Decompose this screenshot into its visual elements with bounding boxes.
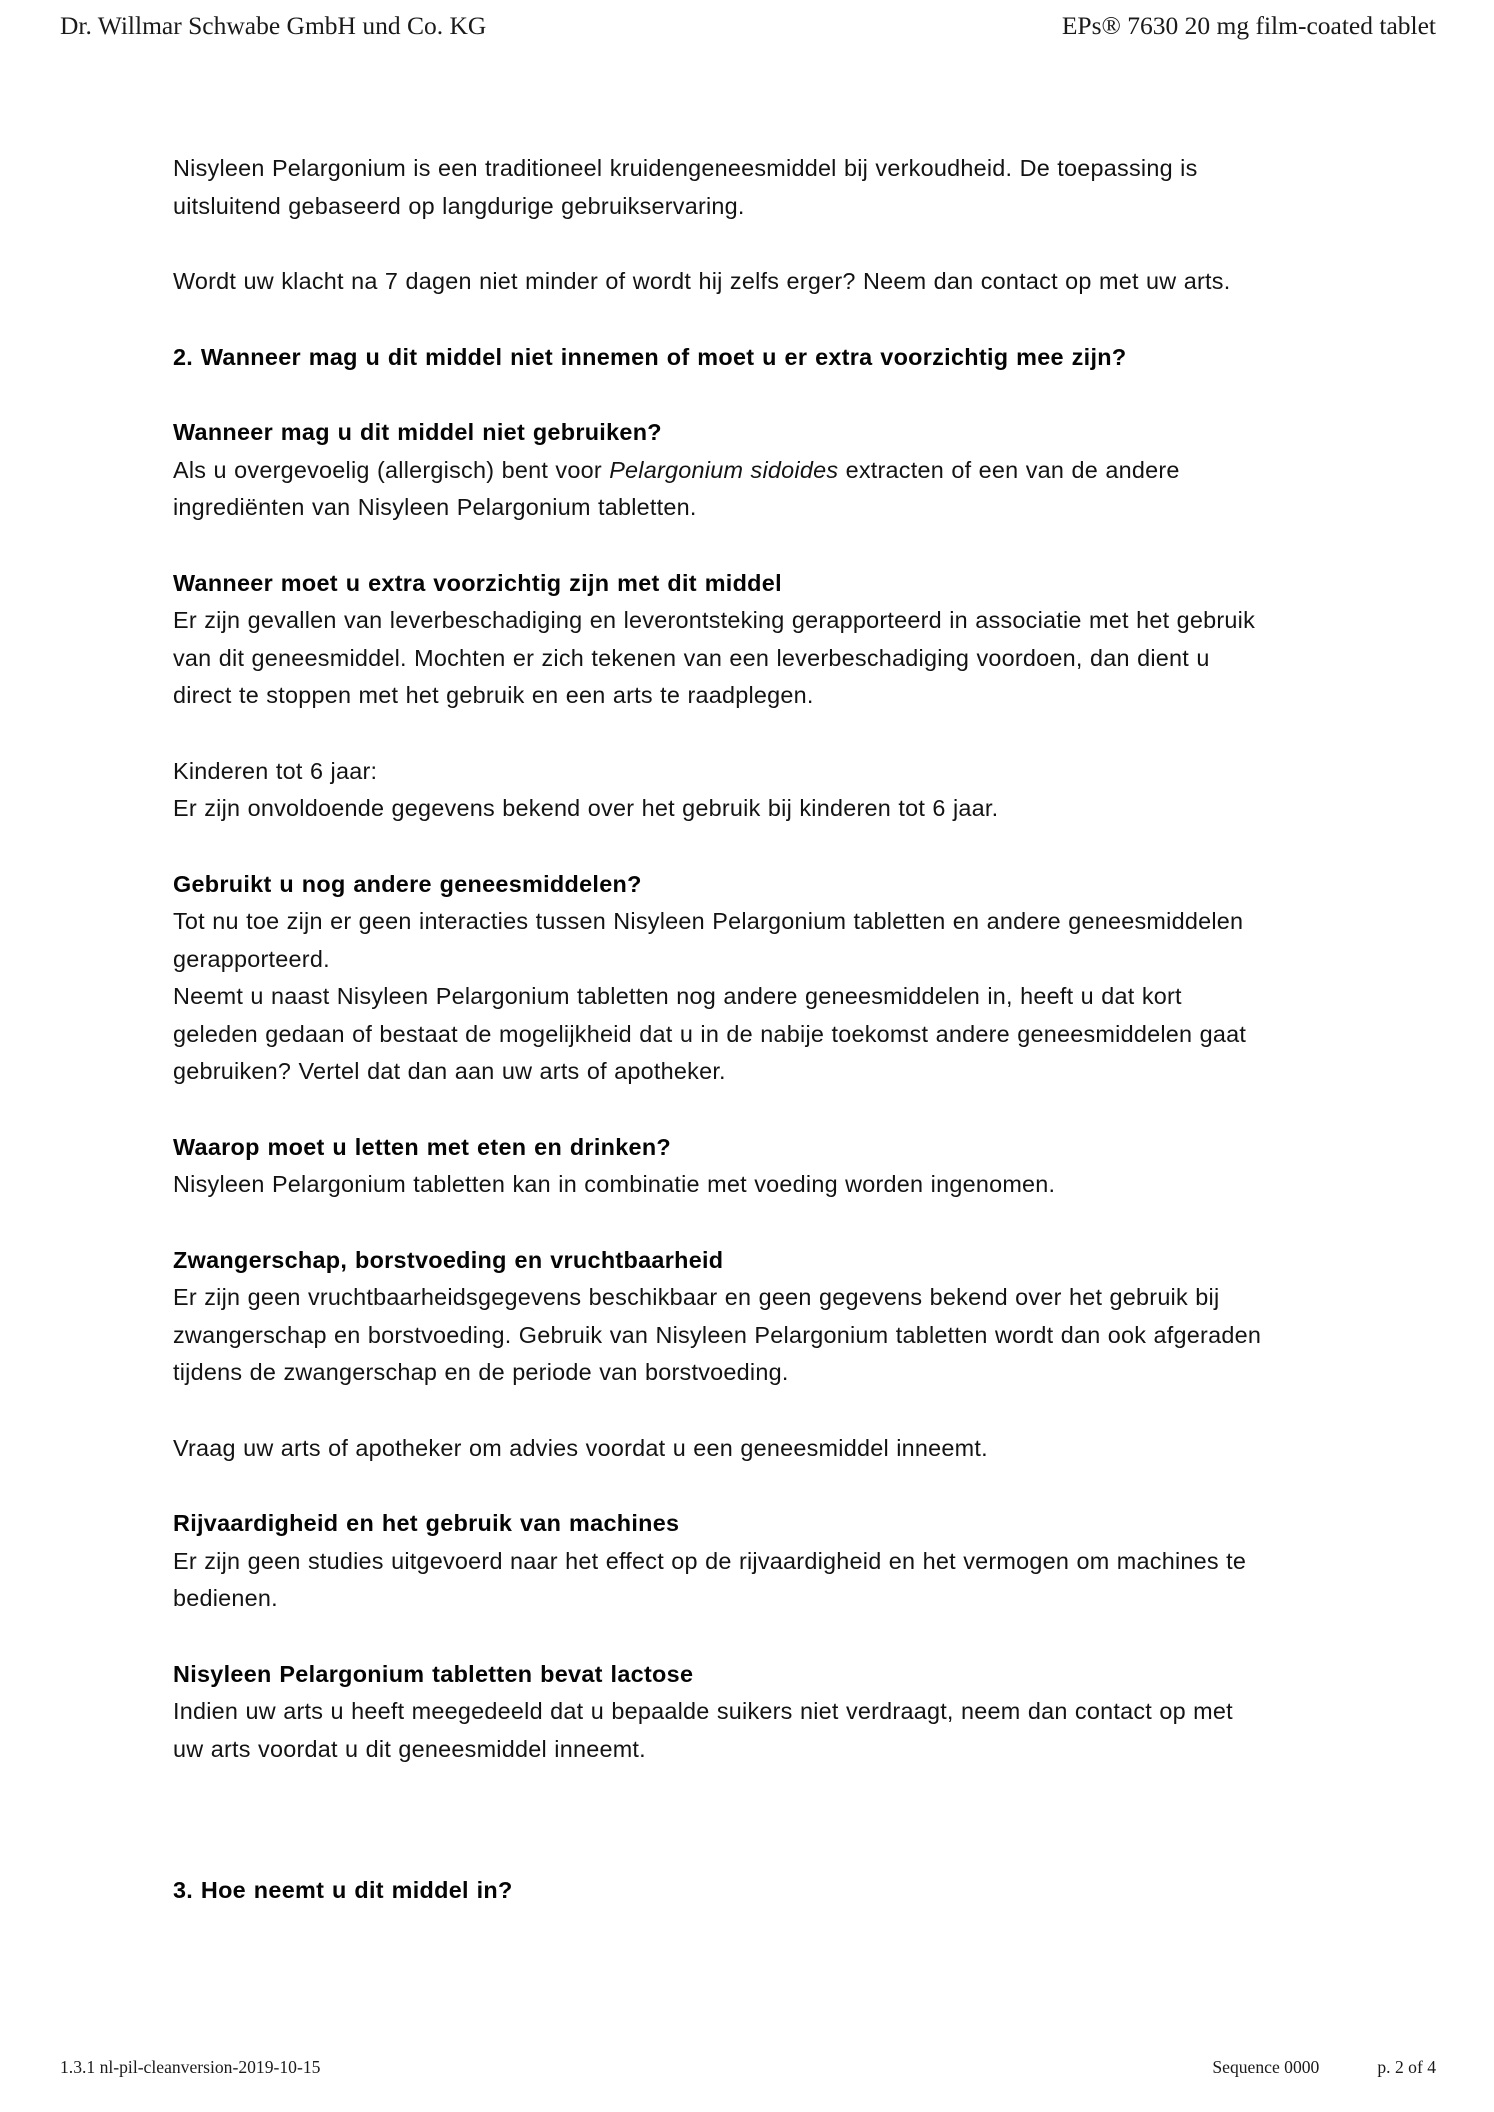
spacer <box>173 1392 1265 1430</box>
spacer <box>173 301 1265 339</box>
header-company-name: Dr. Willmar Schwabe GmbH und Co. KG <box>60 10 487 40</box>
header-product-name: EPs® 7630 20 mg film-coated tablet <box>1061 10 1436 40</box>
spacer <box>173 1091 1265 1129</box>
spacer <box>173 1204 1265 1242</box>
not-use-text-before: Als u overgevoelig (allergisch) bent voor <box>173 456 610 483</box>
section-3-heading: 3. Hoe neemt u dit middel in? <box>173 1877 513 1903</box>
spacer <box>173 828 1265 866</box>
section-2-heading: 2. Wanneer mag u dit middel niet innemen of moet u er extra voorzichtig mee zijn? <box>173 343 1127 370</box>
footer-page-number: p. 2 of 4 <box>1377 2056 1436 2077</box>
subheading-driving-machines: Rijvaardigheid en het gebruik van machines <box>173 1510 680 1536</box>
paragraph-food-and-drink: Nisyleen Pelargonium tabletten kan in combinatie met voeding worden ingenomen. <box>173 1171 1056 1197</box>
paragraph-ask-doctor-advice: Vraag uw arts of apotheker om advies voordat u een geneesmiddel inneemt. <box>173 1434 988 1461</box>
spacer <box>173 1768 1265 1872</box>
intro-paragraph: Nisyleen Pelargonium is een traditioneel kruidengeneesmiddel bij verkoudheid. De toepassing is uitsluitend gebaseerd op langdurige gebruikservaring. <box>173 155 1198 219</box>
paragraph-lactose: Indien uw arts u heeft meegedeeld dat u bepaalde suikers niet verdraagt, neem dan contact op met uw arts voordat u dit geneesmiddel inneemt. <box>173 1698 1233 1762</box>
paragraph-other-medicines-2: Neemt u naast Nisyleen Pelargonium tabletten nog andere geneesmiddelen in, heeft u dat kort geleden gedaan of bestaat de mogelijkheid dat u in de nabije toekomst andere geneesmiddelen gaat gebruiken? Vertel dat dan aan uw arts of apotheker. <box>173 983 1247 1084</box>
paragraph-children-under-6: Er zijn onvoldoende gegevens bekend over het gebruik bij kinderen tot 6 jaar. <box>173 795 999 821</box>
label-children-under-6: Kinderen tot 6 jaar: <box>173 757 378 784</box>
paragraph-extra-caution: Er zijn gevallen van leverbeschadiging en leverontsteking gerapporteerd in associatie met het gebruik van dit geneesmiddel. Mochten er zich tekenen van een leverbeschadiging voordoen, dan dient u direct te stoppen met het gebruik en een arts te raadplegen. <box>173 607 1256 708</box>
species-name-italic: Pelargonium sidoides <box>609 456 839 483</box>
footer-document-id: 1.3.1 nl-pil-cleanversion-2019-10-15 <box>60 2056 321 2077</box>
paragraph-when-not-to-use <box>173 452 1265 527</box>
subheading-food-and-drink: Waarop moet u letten met eten en drinken? <box>173 1133 672 1160</box>
spacer <box>173 225 1265 263</box>
complaint-paragraph: Wordt uw klacht na 7 dagen niet minder of wordt hij zelfs erger? Neem dan contact op met uw arts. <box>173 268 1231 294</box>
subheading-pregnancy: Zwangerschap, borstvoeding en vruchtbaarheid <box>173 1246 724 1273</box>
spacer <box>173 1618 1265 1656</box>
paragraph-driving-machines: Er zijn geen studies uitgevoerd naar het effect op de rijvaardigheid en het vermogen om machines te bedienen. <box>173 1547 1247 1611</box>
document-footer <box>0 2050 1494 2084</box>
subheading-other-medicines: Gebruikt u nog andere geneesmiddelen? <box>173 870 642 897</box>
spacer <box>173 527 1265 565</box>
paragraph-pregnancy: Er zijn geen vruchtbaarheidsgegevens beschikbaar en geen gegevens bekend over het gebruik bij zwangerschap en borstvoeding. Gebruik van Nisyleen Pelargonium tabletten wordt dan ook afgeraden tijdens de zwangerschap en de periode van borstvoeding. <box>173 1284 1262 1385</box>
document-body <box>173 150 1265 1910</box>
document-header <box>0 0 1494 52</box>
subheading-extra-caution: Wanneer moet u extra voorzichtig zijn met dit middel <box>173 569 782 596</box>
spacer <box>173 715 1265 753</box>
not-use-text-after: extracten of een van de andere ingrediënten van Nisyleen Pelargonium tabletten. <box>173 456 1180 520</box>
footer-sequence: Sequence 0000 <box>1212 2056 1320 2077</box>
subheading-lactose: Nisyleen Pelargonium tabletten bevat lactose <box>173 1660 694 1687</box>
paragraph-other-medicines-1: Tot nu toe zijn er geen interacties tussen Nisyleen Pelargonium tabletten en andere geneesmiddelen gerapporteerd. <box>173 908 1244 972</box>
spacer <box>173 1467 1265 1505</box>
spacer <box>173 376 1265 414</box>
subheading-when-not-to-use: Wanneer mag u dit middel niet gebruiken? <box>173 419 662 445</box>
